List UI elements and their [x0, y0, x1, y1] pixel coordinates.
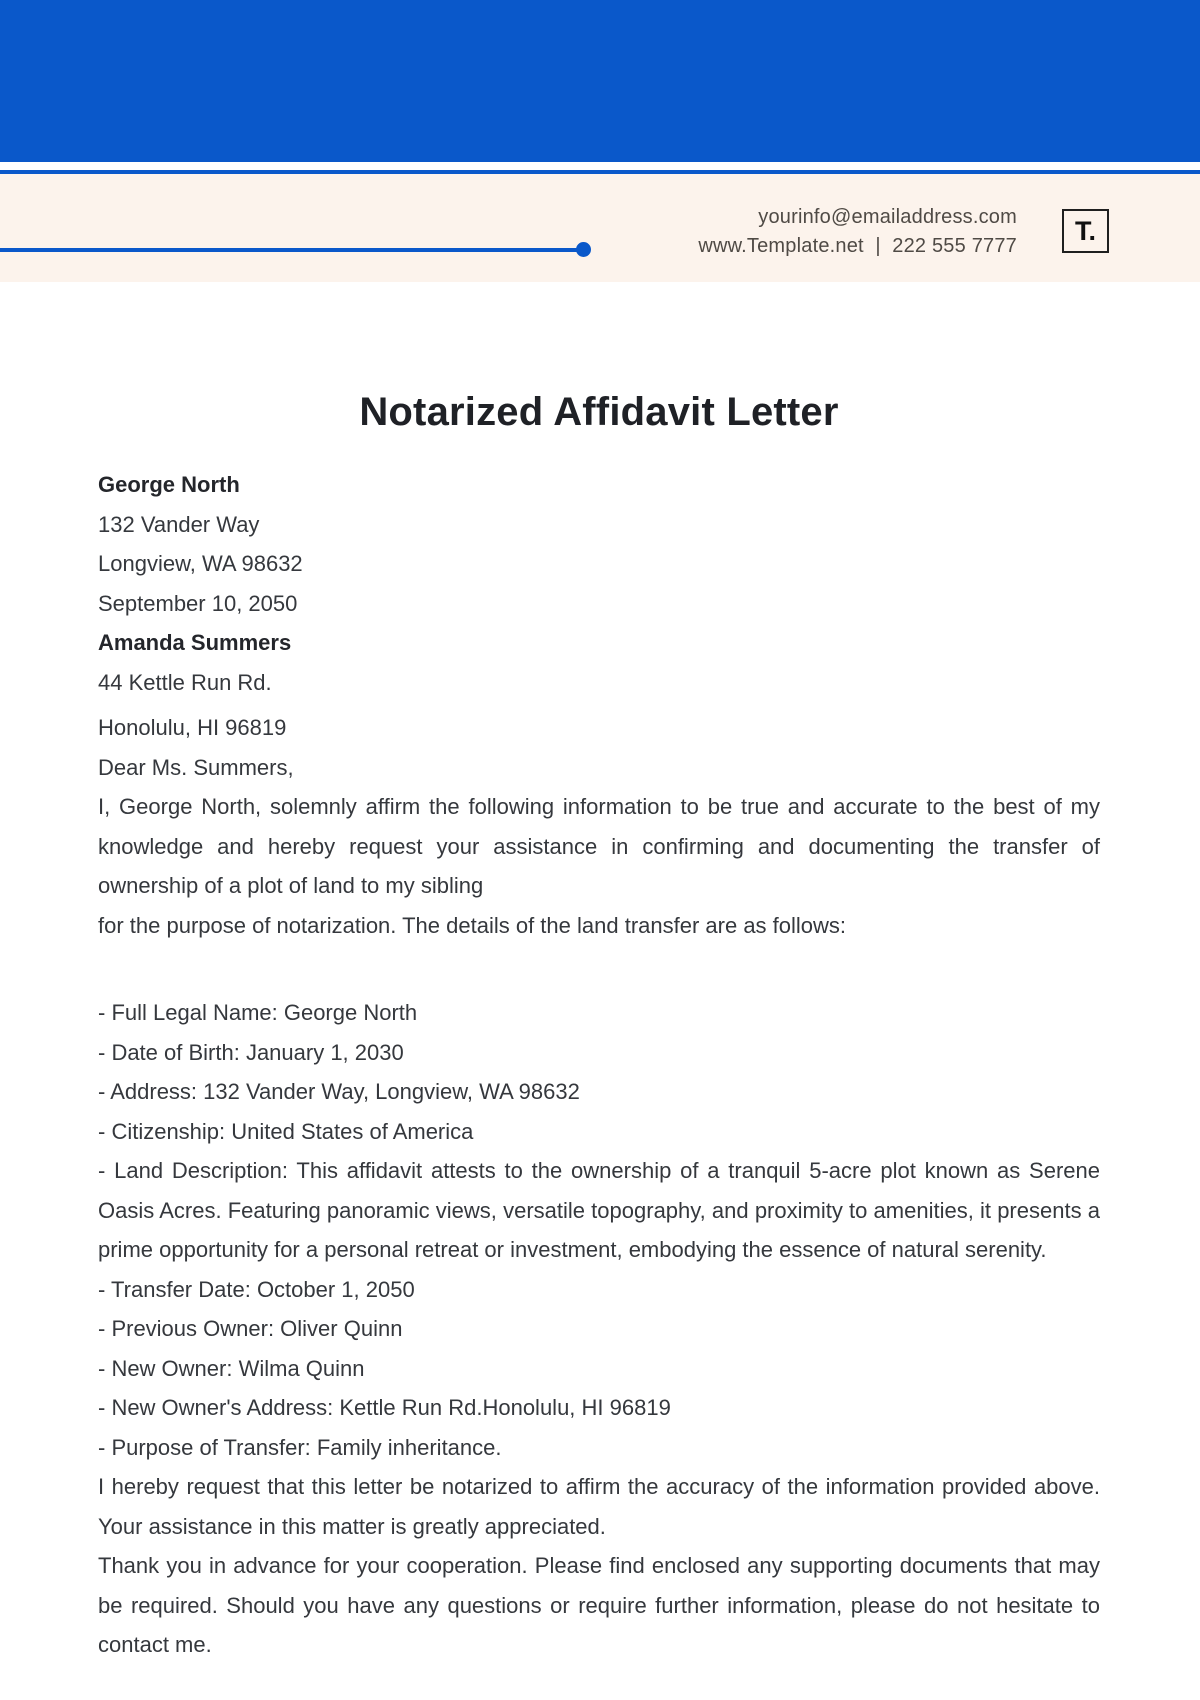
sender-name: George North [98, 472, 240, 497]
salutation: Dear Ms. Summers, [98, 754, 294, 780]
page-title: Notarized Affidavit Letter [359, 390, 839, 434]
detail-transfer-date: - Transfer Date: October 1, 2050 [98, 1276, 415, 1302]
header-white-gap [0, 162, 1200, 170]
detail-new-owner: - New Owner: Wilma Quinn [98, 1355, 365, 1381]
closing-paragraph-2: Thank you in advance for your cooperation. Please find enclosed any supporting documents that may be required. Should you have any questions or require further information, please do not hesitate to contact me. [98, 1553, 1100, 1657]
recipient-block [98, 708, 1100, 787]
brand-logo-text: T. [1074, 215, 1096, 246]
header-contact-band [0, 174, 1200, 282]
sender-block [98, 465, 1100, 702]
contact-phone: 222 555 7777 [892, 235, 1017, 257]
recipient-address-line2: Honolulu, HI 96819 [98, 715, 287, 740]
sender-address-line1: 132 Vander Way [98, 511, 260, 537]
letter-content [98, 388, 1100, 1665]
detail-previous-owner: - Previous Owner: Oliver Quinn [98, 1316, 403, 1341]
detail-new-owner-address: - New Owner's Address: Kettle Run Rd.Honolulu, HI 96819 [98, 1395, 671, 1420]
contact-web-phone [698, 232, 1017, 261]
accent-line [0, 248, 582, 252]
header-blue-band [0, 0, 1200, 162]
brand-logo [1062, 209, 1109, 253]
sender-address-line2: Longview, WA 98632 [98, 551, 303, 576]
closing-paragraph-1: I hereby request that this letter be notarized to affirm the accuracy of the information provided above. Your assistance in this matter is greatly appreciated. [98, 1474, 1100, 1539]
contact-separator: | [875, 235, 881, 257]
recipient-name: Amanda Summers [98, 630, 292, 655]
detail-date-of-birth: - Date of Birth: January 1, 2030 [98, 1039, 404, 1065]
detail-land-description: - Land Description: This affidavit attests to the ownership of a tranquil 5-acre plot known as Serene Oasis Acres. Featuring panoramic views, versatile topography, and proximity to amenities, it presents a prime opportunity for a personal retreat or investment, embodying the essence of natural serenity. [98, 1158, 1100, 1262]
contact-block [698, 203, 1017, 261]
contact-website: www.Template.net [698, 235, 864, 257]
intro-paragraph-2: for the purpose of notarization. The details of the land transfer are as follows: [98, 912, 847, 938]
detail-full-legal-name: - Full Legal Name: George North [98, 1000, 418, 1025]
detail-address: - Address: 132 Vander Way, Longview, WA 98632 [98, 1079, 580, 1104]
detail-purpose-of-transfer: - Purpose of Transfer: Family inheritance. [98, 1434, 502, 1460]
contact-email: yourinfo@emailaddress.com [758, 206, 1017, 228]
intro-paragraph-1: I, George North, solemnly affirm the following information to be true and accurate to the best of my knowledge and hereby request your assistance in confirming and documenting the transfer of ownership of a plot of land to my sibling [98, 794, 1100, 898]
recipient-address-line1: 44 Kettle Run Rd. [98, 669, 272, 695]
detail-citizenship: - Citizenship: United States of America [98, 1118, 474, 1144]
accent-line-end-dot [576, 242, 591, 257]
land-transfer-details [98, 993, 1100, 1467]
letter-date: September 10, 2050 [98, 590, 298, 616]
